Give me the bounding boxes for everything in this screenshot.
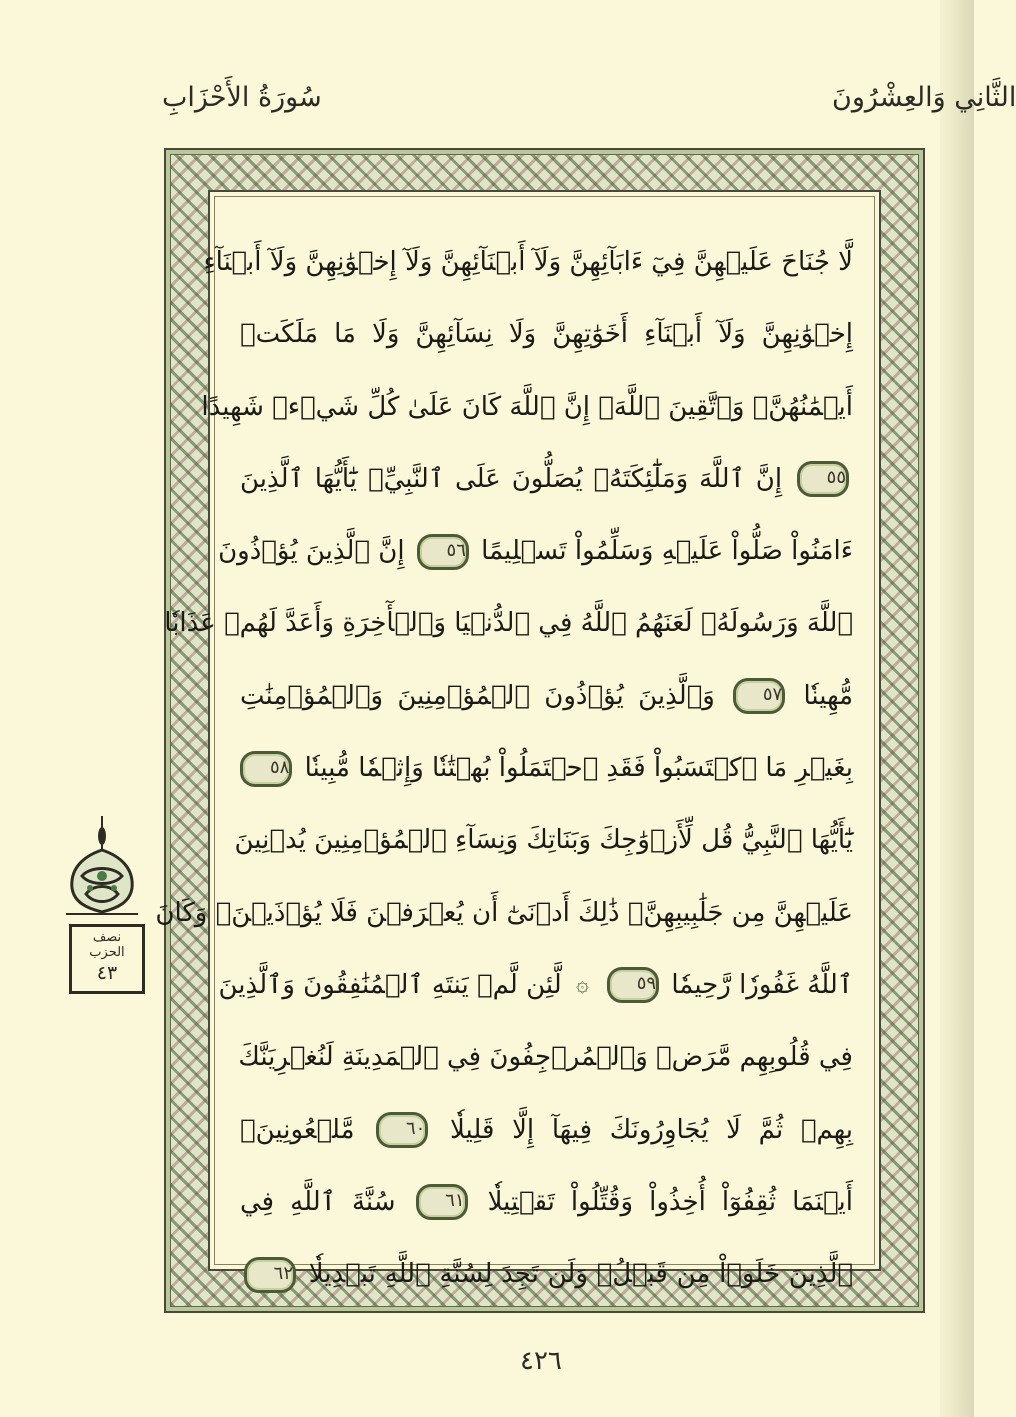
verse-text: ٱللَّهَ وَرَسُولَهُۥ لَعَنَهُمُ ٱللَّهُ فِي ٱلدُّنۡيَا وَٱلۡأٓخِرَةِ وَأَعَدَّ لَهُمۡ عَذَابٗا [164,608,853,639]
ayah-number-marker: ٦٢ [244,1257,296,1293]
juz-name-header: الثَّانِي وَالعِشْرُونَ [832,82,1016,113]
text-line [240,1166,853,1238]
surah-name-header: سُورَةُ الأَحْزَابِ [162,82,322,113]
text-line [155,877,853,949]
ayah-number-marker: ٦٠ [376,1112,428,1148]
text-line [240,443,853,515]
text-line [240,1094,853,1166]
ayah-number-marker: ٥٦ [417,534,469,570]
verse-text: مَّلۡعُونِينَۖ [240,1114,355,1145]
text-line [240,298,853,370]
ayah-number-marker: ٥٥ [797,461,849,497]
text-line [201,371,853,443]
text-line [240,660,853,732]
verse-text: لَّئِن لَّمۡ يَنتَهِ ٱلۡمُنَٰفِقُونَ وَٱلَّذِينَ [218,969,562,1000]
verse-text: يَٰٓأَيُّهَا ٱلنَّبِيُّ قُل لِّأَزۡوَٰجِكَ وَبَنَاتِكَ وَنِسَآءِ ٱلۡمُؤۡمِنِينَ يُدۡنِينَ [234,825,853,856]
verse-text: سُنَّةَ ٱللَّهِ فِي [240,1186,396,1217]
text-line [218,515,853,587]
hizb-marker-number: ٤٣ [96,962,118,984]
ayah-number-marker: ٥٧ [733,678,785,714]
verse-text: إِنَّ ٱلَّذِينَ يُؤۡذُونَ [218,536,405,567]
verse-text: أَيۡنَمَا ثُقِفُوٓاْ أُخِذُواْ وَقُتِّلُواْ تَقۡتِيلٗا [487,1186,854,1217]
ayah-number-marker: ٥٨ [240,751,292,787]
quran-text-block [155,226,854,1310]
page-border-frame [155,148,925,1313]
text-line [164,587,853,659]
hizb-marker-half: نصف [92,930,122,945]
book-spine-shadow [940,0,974,1417]
verse-text: بِهِمۡ ثُمَّ لَا يُجَاوِرُونَكَ فِيهَآ إِلَّا قَلِيلٗا [450,1114,854,1145]
text-line [218,949,853,1021]
ayah-number-marker: ٦١ [416,1184,468,1220]
verse-text: ٱللَّهُ غَفُورٗا رَّحِيمٗا [671,969,853,1000]
rub-el-hizb-icon: ۞ [575,972,589,998]
text-line [240,1238,853,1310]
verse-text: لَّا جُنَاحَ عَلَيۡهِنَّ فِيٓ ءَابَآئِهِنَّ وَلَآ أَبۡنَآئِهِنَّ وَلَآ إِخۡوَٰنِهِنَّ وَلَآ أَبۡنَآءِ [203,247,853,277]
verse-text: إِنَّ ٱللَّهَ وَمَلَٰٓئِكَتَهُۥ يُصَلُّونَ عَلَى ٱلنَّبِيِّۚ يَٰٓأَيُّهَا ٱلَّذِينَ [240,463,783,494]
text-line [203,226,853,298]
verse-text: أَيۡمَٰنُهُنَّۗ وَٱتَّقِينَ ٱللَّهَۚ إِنَّ ٱللَّهَ كَانَ عَلَىٰ كُلِّ شَيۡءٖ شَهِيدًا [201,391,853,422]
hizb-ornament-icon [64,816,140,916]
hizb-marker-label: الحزب [89,945,125,960]
ayah-number-marker: ٥٩ [607,967,659,1003]
verse-text: عَلَيۡهِنَّ مِن جَلَٰبِيبِهِنَّۚ ذَٰلِكَ أَدۡنَىٰٓ أَن يُعۡرَفۡنَ فَلَا يُؤۡذَيۡنَۗ وَكَانَ [155,897,853,928]
verse-text: وَٱلَّذِينَ يُؤۡذُونَ ٱلۡمُؤۡمِنِينَ وَٱلۡمُؤۡمِنَٰتِ [240,680,715,711]
verse-text: مُّهِينٗا [803,680,853,711]
text-line [240,732,853,804]
text-panel [155,190,881,1290]
verse-text: بِغَيۡرِ مَا ٱكۡتَسَبُواْ فَقَدِ ٱحۡتَمَلُواْ بُهۡتَٰنٗا وَإِثۡمٗا مُّبِينٗا [304,753,853,784]
verse-text: ٱلَّذِينَ خَلَوۡاْ مِن قَبۡلُۖ وَلَن تَجِدَ لِسُنَّةِ ٱللَّهِ تَبۡدِيلٗا [308,1259,853,1290]
verse-text: ءَامَنُواْ صَلُّواْ عَلَيۡهِ وَسَلِّمُواْ تَسۡلِيمًا [481,536,853,567]
text-line [234,804,853,876]
verse-text: فِي قُلُوبِهِم مَّرَضٞ وَٱلۡمُرۡجِفُونَ فِي ٱلۡمَدِينَةِ لَنُغۡرِيَنَّكَ [238,1042,853,1073]
verse-text: إِخۡوَٰنِهِنَّ وَلَآ أَبۡنَآءِ أَخَوَٰتِهِنَّ وَلَا نِسَآئِهِنَّ وَلَا مَا مَلَكَتۡ [240,319,853,350]
page-number: ٤٢٦ [520,1346,562,1376]
text-line [240,1021,853,1093]
hizb-marker-box [69,924,145,994]
